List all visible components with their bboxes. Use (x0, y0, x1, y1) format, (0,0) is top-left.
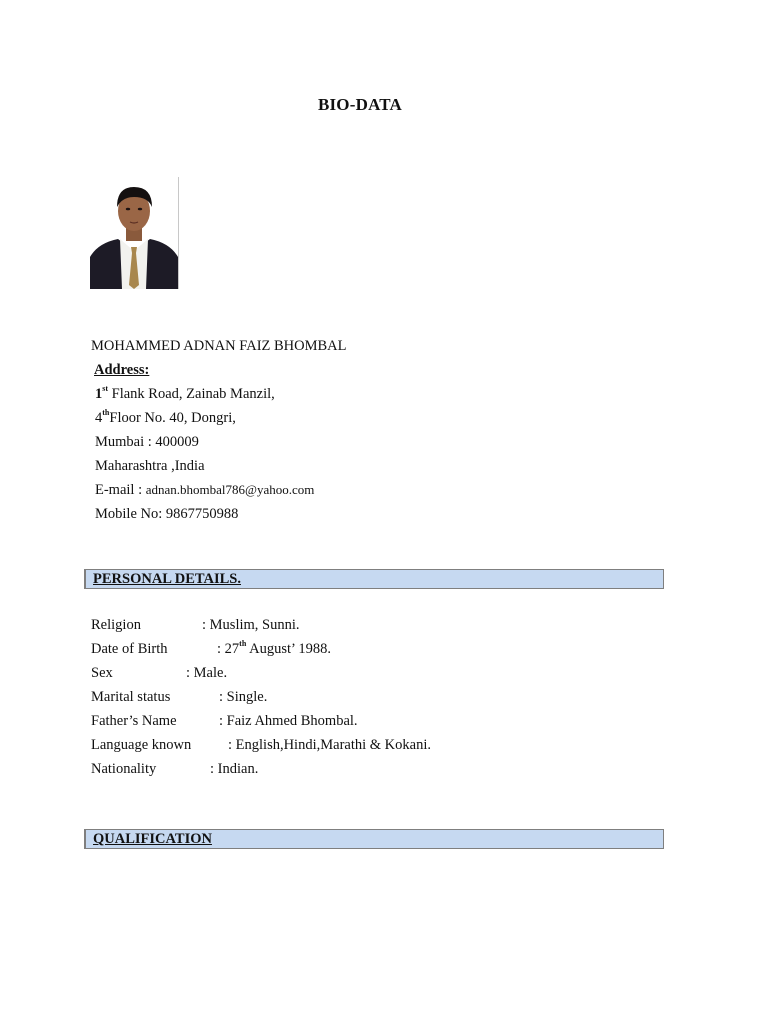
person-photo-icon (90, 177, 178, 289)
fathers-name-label: Father’s Name (91, 713, 177, 729)
address-line-2-text: Floor No. 40, Dongri, (109, 410, 236, 426)
fathers-name-value: : Faiz Ahmed Bhombal. (219, 713, 358, 729)
religion-value: : Muslim, Sunni. (202, 617, 300, 633)
address-line-1-ordinal: st (102, 384, 109, 394)
email-label: E-mail : (95, 482, 146, 498)
personal-details-header (84, 569, 664, 589)
mobile-line: Mobile No: 9867750988 (95, 506, 239, 522)
address-line-2 (95, 410, 236, 427)
dob-value-ordinal: th (239, 639, 247, 649)
personal-details-heading: PERSONAL DETAILS. (93, 571, 241, 587)
religion-label: Religion (91, 617, 141, 633)
marital-status-value: : Single. (219, 689, 268, 705)
email-line (95, 482, 314, 499)
address-line-2-ordinal: th (102, 408, 110, 418)
email-value: adnan.bhombal786@yahoo.com (145, 482, 315, 497)
dob-label: Date of Birth (91, 641, 168, 657)
address-line-1-number: 1 (95, 386, 103, 402)
address-line-1-text: Flank Road, Zainab Manzil, (108, 386, 275, 402)
full-name: MOHAMMED ADNAN FAIZ BHOMBAL (91, 338, 347, 354)
address-label: Address: (94, 362, 150, 378)
address-line-4: Maharashtra ,India (95, 458, 205, 474)
sex-value: : Male. (186, 665, 228, 681)
nationality-label: Nationality (91, 761, 157, 777)
sex-label: Sex (91, 665, 113, 681)
profile-photo (90, 177, 179, 289)
address-line-2-number: 4 (95, 410, 103, 426)
document-title: BIO-DATA (317, 95, 403, 114)
nationality-value: : Indian. (210, 761, 259, 777)
address-line-1 (95, 386, 275, 403)
qualification-header (84, 829, 664, 849)
qualification-heading: QUALIFICATION (93, 831, 212, 847)
address-line-3: Mumbai : 400009 (95, 434, 199, 450)
language-known-value: : English,Hindi,Marathi & Kokani. (228, 737, 431, 753)
marital-status-label: Marital status (91, 689, 171, 705)
dob-value-day: : 27 (217, 641, 240, 657)
language-known-label: Language known (91, 737, 192, 753)
dob-value (217, 641, 331, 658)
dob-value-rest: August’ 1988. (246, 641, 332, 657)
